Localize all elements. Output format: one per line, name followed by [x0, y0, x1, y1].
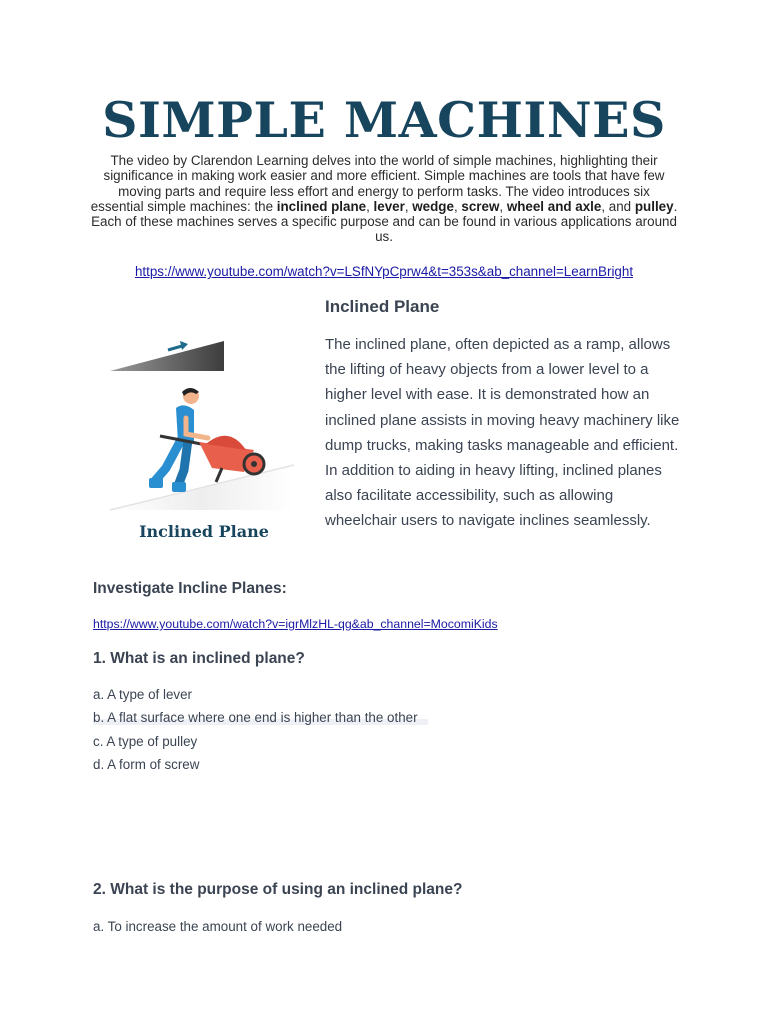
investigate-video-link[interactable]: https://www.youtube.com/watch?v=igrMlzHL-qg&ab_channel=MocomiKids: [93, 617, 498, 631]
machine-wedge: wedge: [412, 198, 454, 214]
inclined-plane-body: The inclined plane, often depicted as a ramp, allows the lifting of heavy objects from a lower level to a higher level with ease. It is demonstrated how an inclined plane assists in moving heavy machinery like dump trucks, making tasks manageable and efficient. In addition to aiding in heavy lifting, inclined planes also facilitate accessibility, such as allowing wheelchair users to navigate inclines seamlessly.: [325, 336, 680, 530]
question-2: 2. What is the purpose of using an inclined plane?: [93, 881, 463, 898]
inclined-plane-heading: Inclined Plane: [325, 297, 440, 316]
question-1-option-c: c. A type of pulley: [93, 733, 198, 749]
small-ramp-shape: [110, 341, 224, 371]
question-1: 1. What is an inclined plane?: [93, 650, 305, 667]
machine-screw: screw: [461, 198, 500, 214]
arrow-icon: [168, 341, 188, 350]
question-1-option-d: d. A form of screw: [93, 756, 200, 772]
investigate-heading: Investigate Incline Planes:: [93, 580, 287, 597]
inclined-plane-illustration: [104, 330, 304, 550]
question-1-option-a: a. A type of lever: [93, 687, 193, 702]
machine-inclined-plane: inclined plane: [276, 198, 367, 214]
question-1-options: [93, 683, 428, 776]
question-2-options: [93, 915, 342, 938]
intro-paragraph: The video by Clarendon Learning delves into the world of simple machines, highlighting their significance in making work easier and more efficient. Simple machines are tools that have few moving parts and require less effort and energy to perform tasks. The video introduces six essential simple machines: the inclined plane, lever, wedge, screw, wheel and axle, and pulley. Each of these machines serves a specific purpose and can be found in various applications around us.: [90, 153, 678, 245]
machine-pulley: pulley: [634, 198, 674, 214]
intro-video-link[interactable]: https://www.youtube.com/watch?v=LSfNYpCprw4&t=353s&ab_channel=LearnBright: [134, 264, 634, 279]
illustration-caption: Inclined Plane: [139, 522, 269, 541]
question-2-option-a: a. To increase the amount of work needed: [93, 919, 343, 934]
page-title: SIMPLE MACHINES: [102, 91, 666, 149]
question-1-option-b: [93, 706, 428, 729]
question-1-option-b-text: b. A flat surface where one end is higher than the other: [93, 710, 428, 725]
intro-link-row: [0, 264, 768, 279]
machine-lever: lever: [373, 198, 405, 214]
machine-wheel-and-axle: wheel and axle: [506, 198, 602, 214]
